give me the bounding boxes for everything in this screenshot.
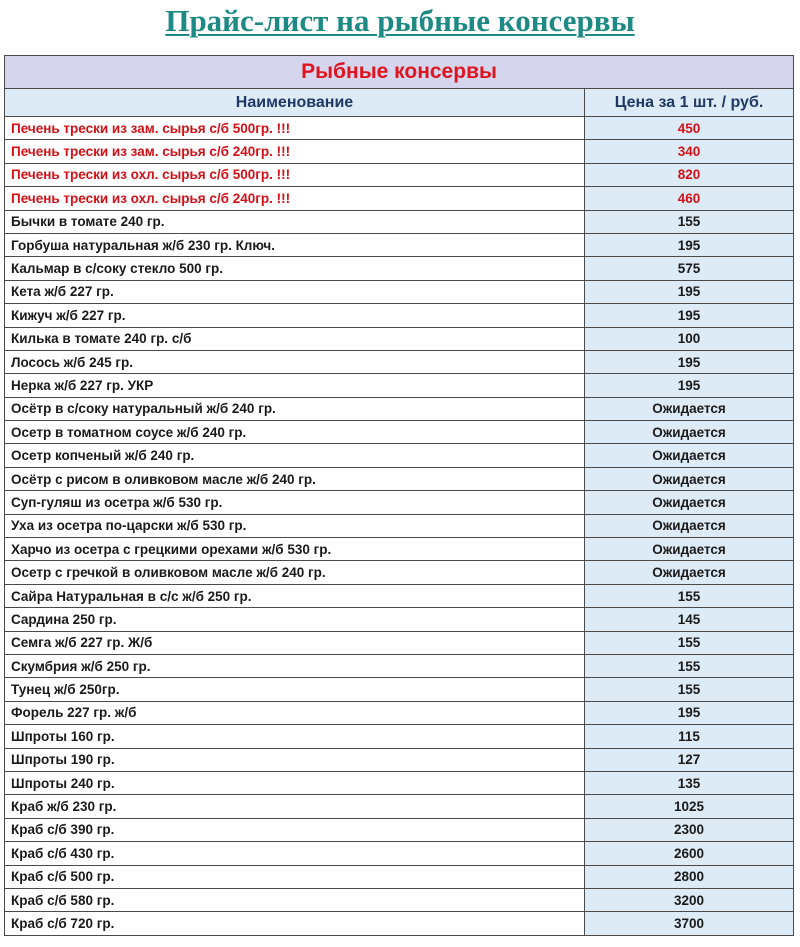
product-name-cell: Осетр с гречкой в оливковом масле ж/б 240 гр.: [5, 561, 585, 584]
product-name-cell: Лосось ж/б 245 гр.: [5, 350, 585, 373]
table-row: [5, 584, 794, 607]
table-row: [5, 865, 794, 888]
price-cell: 155: [585, 678, 794, 701]
table-row: [5, 257, 794, 280]
table-row: [5, 514, 794, 537]
price-cell: Ожидается: [585, 397, 794, 420]
product-name-cell: Сардина 250 гр.: [5, 608, 585, 631]
price-cell: 195: [585, 374, 794, 397]
product-name-cell: Уха из осетра по-царски ж/б 530 гр.: [5, 514, 585, 537]
product-name-cell: Краб ж/б 230 гр.: [5, 795, 585, 818]
table-row: [5, 233, 794, 256]
product-name-cell: Харчо из осетра с грецкими орехами ж/б 530 гр.: [5, 538, 585, 561]
product-name-cell: Печень трески из зам. сырья с/б 500гр. !!!: [5, 117, 585, 140]
price-cell: 145: [585, 608, 794, 631]
table-row: [5, 795, 794, 818]
product-name-cell: Краб с/б 720 гр.: [5, 912, 585, 935]
product-name-cell: Кижуч ж/б 227 гр.: [5, 304, 585, 327]
price-cell: 340: [585, 140, 794, 163]
product-name-cell: Нерка ж/б 227 гр. УКР: [5, 374, 585, 397]
price-cell: 155: [585, 210, 794, 233]
price-cell: Ожидается: [585, 444, 794, 467]
table-row: [5, 444, 794, 467]
product-name-cell: Печень трески из охл. сырья с/б 500гр. !!!: [5, 163, 585, 186]
price-cell: 195: [585, 233, 794, 256]
table-row: [5, 912, 794, 935]
table-body: [5, 117, 794, 936]
product-name-cell: Кальмар в с/соку стекло 500 гр.: [5, 257, 585, 280]
table-row: [5, 701, 794, 724]
price-cell: 135: [585, 771, 794, 794]
price-cell: 195: [585, 701, 794, 724]
table-row: [5, 117, 794, 140]
price-cell: 1025: [585, 795, 794, 818]
page-title: Прайс-лист на рыбные консервы: [165, 3, 635, 38]
table-row: [5, 374, 794, 397]
column-header-price: Цена за 1 шт. / руб.: [585, 89, 794, 117]
price-cell: Ожидается: [585, 491, 794, 514]
product-name-cell: Шпроты 240 гр.: [5, 771, 585, 794]
product-name-cell: Семга ж/б 227 гр. Ж/б: [5, 631, 585, 654]
price-cell: Ожидается: [585, 561, 794, 584]
table-row: [5, 327, 794, 350]
product-name-cell: Шпроты 160 гр.: [5, 725, 585, 748]
table-header-row: [5, 89, 794, 117]
price-cell: 195: [585, 350, 794, 373]
product-name-cell: Тунец ж/б 250гр.: [5, 678, 585, 701]
table-row: [5, 818, 794, 841]
table-row: [5, 771, 794, 794]
product-name-cell: Краб с/б 500 гр.: [5, 865, 585, 888]
product-name-cell: Краб с/б 580 гр.: [5, 888, 585, 911]
price-cell: 3200: [585, 888, 794, 911]
table-row: [5, 491, 794, 514]
price-cell: 127: [585, 748, 794, 771]
price-cell: 450: [585, 117, 794, 140]
table-row: [5, 842, 794, 865]
price-cell: 115: [585, 725, 794, 748]
price-cell: Ожидается: [585, 421, 794, 444]
product-name-cell: Бычки в томате 240 гр.: [5, 210, 585, 233]
table-row: [5, 304, 794, 327]
price-cell: Ожидается: [585, 538, 794, 561]
price-cell: 2800: [585, 865, 794, 888]
table-row: [5, 678, 794, 701]
price-cell: 155: [585, 631, 794, 654]
product-name-cell: Шпроты 190 гр.: [5, 748, 585, 771]
table-row: [5, 421, 794, 444]
table-row: [5, 163, 794, 186]
product-name-cell: Осётр в с/соку натуральный ж/б 240 гр.: [5, 397, 585, 420]
product-name-cell: Килька в томате 240 гр. с/б: [5, 327, 585, 350]
product-name-cell: Печень трески из зам. сырья с/б 240гр. !!!: [5, 140, 585, 163]
table-row: [5, 631, 794, 654]
product-name-cell: Осетр в томатном соусе ж/б 240 гр.: [5, 421, 585, 444]
price-cell: Ожидается: [585, 467, 794, 490]
price-cell: 195: [585, 304, 794, 327]
table-row: [5, 280, 794, 303]
price-cell: 575: [585, 257, 794, 280]
price-cell: 820: [585, 163, 794, 186]
price-cell: Ожидается: [585, 514, 794, 537]
table-caption-row: [5, 56, 794, 89]
product-name-cell: Осётр с рисом в оливковом масле ж/б 240 гр.: [5, 467, 585, 490]
price-cell: 2300: [585, 818, 794, 841]
price-cell: 100: [585, 327, 794, 350]
table-row: [5, 748, 794, 771]
product-name-cell: Краб с/б 390 гр.: [5, 818, 585, 841]
table-row: [5, 350, 794, 373]
price-cell: 155: [585, 584, 794, 607]
product-name-cell: Осетр копченый ж/б 240 гр.: [5, 444, 585, 467]
product-name-cell: Суп-гуляш из осетра ж/б 530 гр.: [5, 491, 585, 514]
table-row: [5, 397, 794, 420]
price-cell: 460: [585, 187, 794, 210]
table-row: [5, 538, 794, 561]
price-table: [4, 55, 794, 936]
table-row: [5, 467, 794, 490]
table-row: [5, 561, 794, 584]
table-row: [5, 888, 794, 911]
table-row: [5, 725, 794, 748]
product-name-cell: Горбуша натуральная ж/б 230 гр. Ключ.: [5, 233, 585, 256]
product-name-cell: Кета ж/б 227 гр.: [5, 280, 585, 303]
price-cell: 2600: [585, 842, 794, 865]
product-name-cell: Сайра Натуральная в с/с ж/б 250 гр.: [5, 584, 585, 607]
product-name-cell: Краб с/б 430 гр.: [5, 842, 585, 865]
table-row: [5, 654, 794, 677]
column-header-name: Наименование: [5, 89, 585, 117]
price-cell: 195: [585, 280, 794, 303]
product-name-cell: Скумбрия ж/б 250 гр.: [5, 654, 585, 677]
table-row: [5, 608, 794, 631]
table-caption: Рыбные консервы: [5, 56, 794, 89]
table-row: [5, 187, 794, 210]
table-row: [5, 210, 794, 233]
price-cell: 3700: [585, 912, 794, 935]
product-name-cell: Форель 227 гр. ж/б: [5, 701, 585, 724]
product-name-cell: Печень трески из охл. сырья с/б 240гр. !!!: [5, 187, 585, 210]
price-cell: 155: [585, 654, 794, 677]
table-row: [5, 140, 794, 163]
